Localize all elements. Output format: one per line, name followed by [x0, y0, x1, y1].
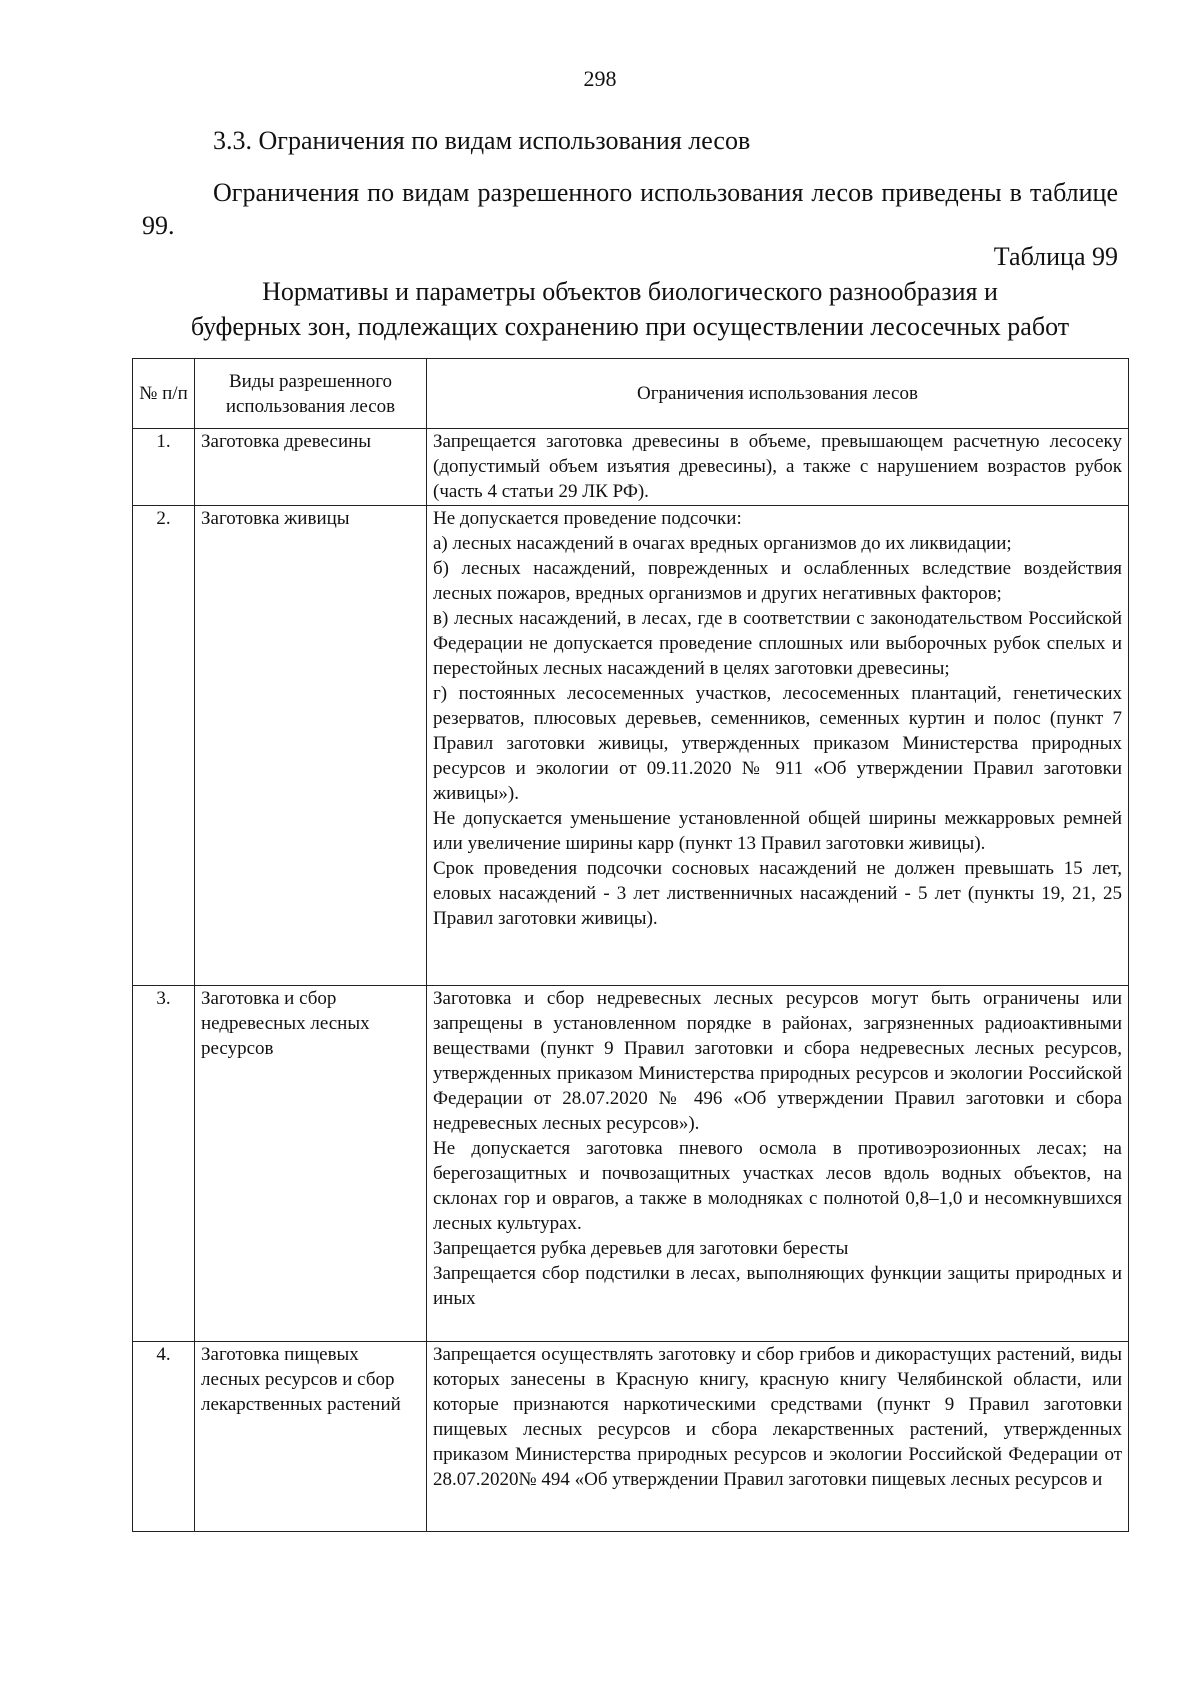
row-restrictions — [427, 506, 1129, 986]
restriction-text: б) лесных насаждений, поврежденных и ослабленных вследствие воздействия лесных пожаров, вредных организмов и других негативных факторов; — [433, 558, 1122, 604]
row-kind: Заготовка и сбор недревесных лесных ресурсов — [195, 986, 427, 1342]
table-row — [133, 429, 1129, 506]
row-num: 3. — [133, 986, 195, 1342]
table-row — [133, 986, 1129, 1342]
row-kind: Заготовка живицы — [195, 506, 427, 986]
row-num: 1. — [133, 429, 195, 506]
restriction-text: Не допускается заготовка пневого осмола в противоэрозионных лесах; на берегозащитных и почвозащитных участках лесов вдоль водных объектов, на склонах гор и оврагов, а также в молодняках с полнотой 0,8–1,0 и несомкнувшихся лесных культурах. — [433, 1138, 1122, 1234]
restriction-text: Запрещается рубка деревьев для заготовки бересты — [433, 1238, 849, 1259]
row-restrictions — [427, 986, 1129, 1342]
section-heading: 3.3. Ограничения по видам использования лесов — [213, 126, 751, 155]
row-num: 4. — [133, 1342, 195, 1532]
table-header-row — [133, 359, 1129, 429]
table-title-line-1: Нормативы и параметры объектов биологического разнообразия и — [262, 277, 998, 306]
restriction-text: Запрещается сбор подстилки в лесах, выполняющих функции защиты природных и иных — [433, 1263, 1122, 1309]
table-row — [133, 506, 1129, 986]
restriction-text: Срок проведения подсочки сосновых насаждений не должен превышать 15 лет, еловых насаждений - 3 лет лиственничных насаждений - 5 лет (пункты 19, 21, 25 Правил заготовки живицы). — [433, 858, 1122, 929]
table-label: Таблица 99 — [993, 242, 1118, 271]
restriction-text: Не допускается проведение подсочки: — [433, 508, 742, 529]
header-restrictions: Ограничения использования лесов — [427, 359, 1129, 429]
row-restrictions — [427, 1342, 1129, 1532]
restriction-text: г) постоянных лесосеменных участков, лесосеменных плантаций, генетических резерватов, плюсовых деревьев, семенников, семенных куртин и полос (пункт 7 Правил заготовки живицы, утвержденных приказом Министерства природных ресурсов и экологии от 09.11.2020 № 911 «Об утверждении Правил заготовки живицы»). — [433, 683, 1122, 804]
table-row — [133, 1342, 1129, 1532]
restriction-text: Не допускается уменьшение установленной общей ширины межкарровых ремней или увеличение ширины карр (пункт 13 Правил заготовки живицы). — [433, 808, 1122, 854]
header-num: № п/п — [133, 359, 195, 429]
restriction-text: Запрещается заготовка древесины в объеме, превышающем расчетную лесосеку (допустимый объем изъятия древесины), а также с нарушением возрастов рубок (часть 4 статьи 29 ЛК РФ). — [433, 431, 1122, 502]
row-kind: Заготовка пищевых лесных ресурсов и сбор лекарственных растений — [195, 1342, 427, 1532]
page-number: 298 — [583, 66, 617, 91]
intro-paragraph: Ограничения по видам разрешенного использования лесов приведены в таблице 99. — [142, 178, 1118, 240]
restriction-text: Запрещается осуществлять заготовку и сбор грибов и дикорастущих растений, виды которых занесены в Красную книгу, красную книгу Челябинской области, или которые признаются наркотическими средствами (пункт 9 Правил заготовки пищевых лесных ресурсов и сбора лекарственных растений, утвержденных приказом Министерства природных ресурсов и экологии Российской Федерации от 28.07.2020№ 494 «Об утверждении Правил заготовки пищевых лесных ресурсов и — [433, 1344, 1122, 1490]
restrictions-table — [132, 358, 1129, 1532]
row-num: 2. — [133, 506, 195, 986]
restriction-text: в) лесных насаждений, в лесах, где в соответствии с законодательством Российской Федерации не допускается проведение сплошных или выборочных рубок спелых и перестойных лесных насаждений в целях заготовки древесины; — [433, 608, 1122, 679]
restriction-text: Заготовка и сбор недревесных лесных ресурсов могут быть ограничены или запрещены в установленном порядке в районах, загрязненных радиоактивными веществами (пункт 9 Правил заготовки и сбора недревесных лесных ресурсов, утвержденных приказом Министерства природных ресурсов и экологии Российской Федерации от 28.07.2020 № 496 «Об утверждении Правил заготовки и сбора недревесных лесных ресурсов»). — [433, 988, 1122, 1134]
header-kind: Виды разрешенного использования лесов — [195, 359, 427, 429]
table-title — [142, 274, 1118, 344]
restriction-text: а) лесных насаждений в очагах вредных организмов до их ликвидации; — [433, 533, 1012, 554]
table-title-line-2: буферных зон, подлежащих сохранению при осуществлении лесосечных работ — [190, 312, 1070, 341]
row-restrictions — [427, 429, 1129, 506]
row-kind: Заготовка древесины — [195, 429, 427, 506]
